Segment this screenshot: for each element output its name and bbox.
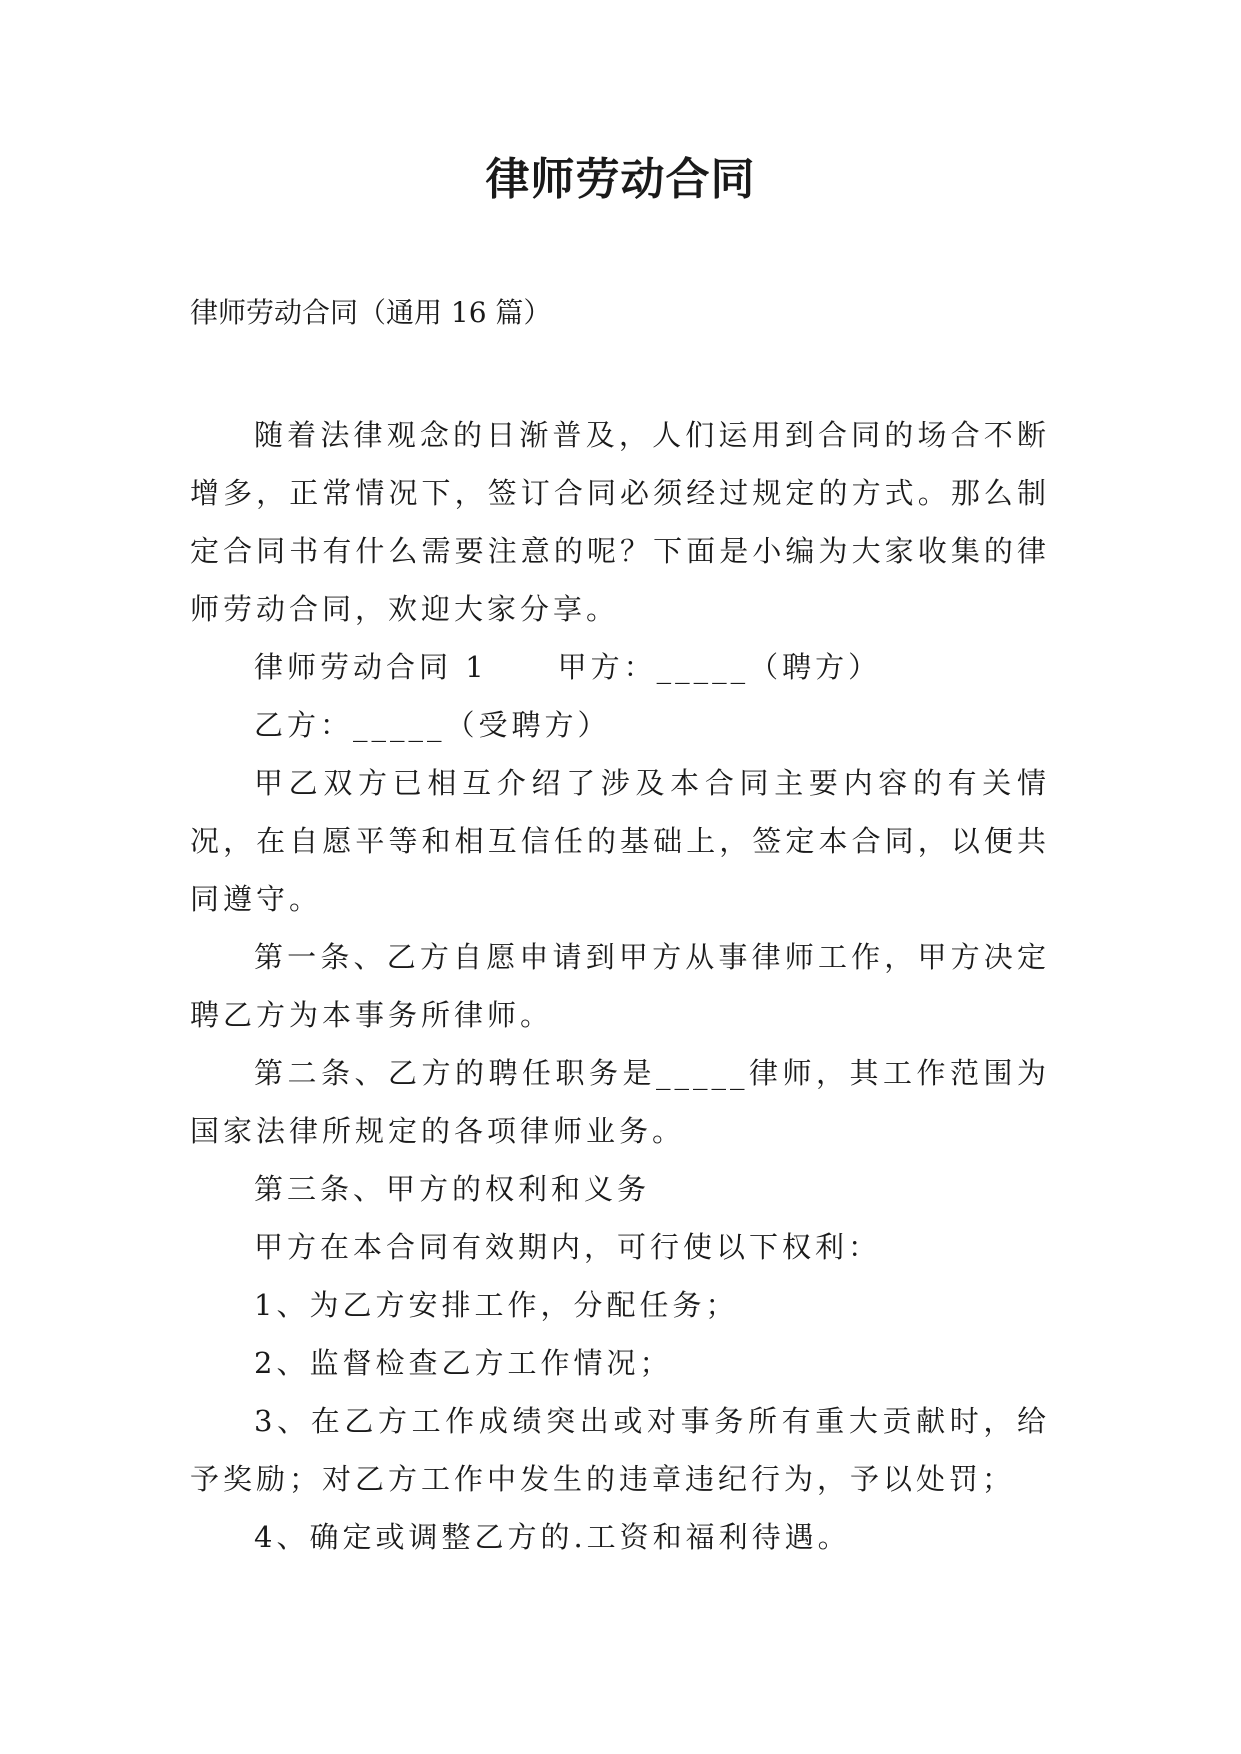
rights-item-3: 3、在乙方工作成绩突出或对事务所有重大贡献时，给予奖励；对乙方工作中发生的违章违纪行为，予以处罚；: [190, 1404, 1050, 1496]
contract-heading: 律师劳动合同 1: [254, 650, 488, 684]
contract-heading-line: [190, 638, 1050, 696]
intro-paragraph: 随着法律观念的日渐普及，人们运用到合同的场合不断增多，正常情况下，签订合同必须经过规定的方式。那么制定合同书有什么需要注意的呢？下面是小编为大家收集的律师劳动合同，欢迎大家分享。: [190, 418, 1050, 626]
article-2-paragraph: 第二条、乙方的聘任职务是_____律师，其工作范围为国家法律所规定的各项律师业务。: [190, 1056, 1050, 1148]
preamble-paragraph: 甲乙双方已相互介绍了涉及本合同主要内容的有关情况，在自愿平等和相互信任的基础上，签定本合同，以便共同遵守。: [190, 766, 1050, 916]
rights-item-4: 4、确定或调整乙方的.工资和福利待遇。: [254, 1520, 851, 1554]
document-body: [190, 406, 1050, 1566]
party-a-rights-intro: 甲方在本合同有效期内，可行使以下权利：: [254, 1230, 882, 1264]
rights-item-2: 2、监督检查乙方工作情况；: [254, 1346, 673, 1380]
rights-item-1: 1、为乙方安排工作，分配任务；: [254, 1288, 739, 1322]
article-1-paragraph: 第一条、乙方自愿申请到甲方从事律师工作，甲方决定聘乙方为本事务所律师。: [190, 940, 1050, 1032]
document-subtitle: 律师劳动合同（通用 16 篇）: [190, 296, 552, 329]
article-3-heading: 第三条、甲方的权利和义务: [254, 1172, 651, 1206]
party-a-line: 甲方：_____（聘方）: [557, 650, 882, 684]
party-b-line: 乙方：_____（受聘方）: [254, 708, 611, 742]
document-title: 律师劳动合同: [485, 154, 756, 205]
